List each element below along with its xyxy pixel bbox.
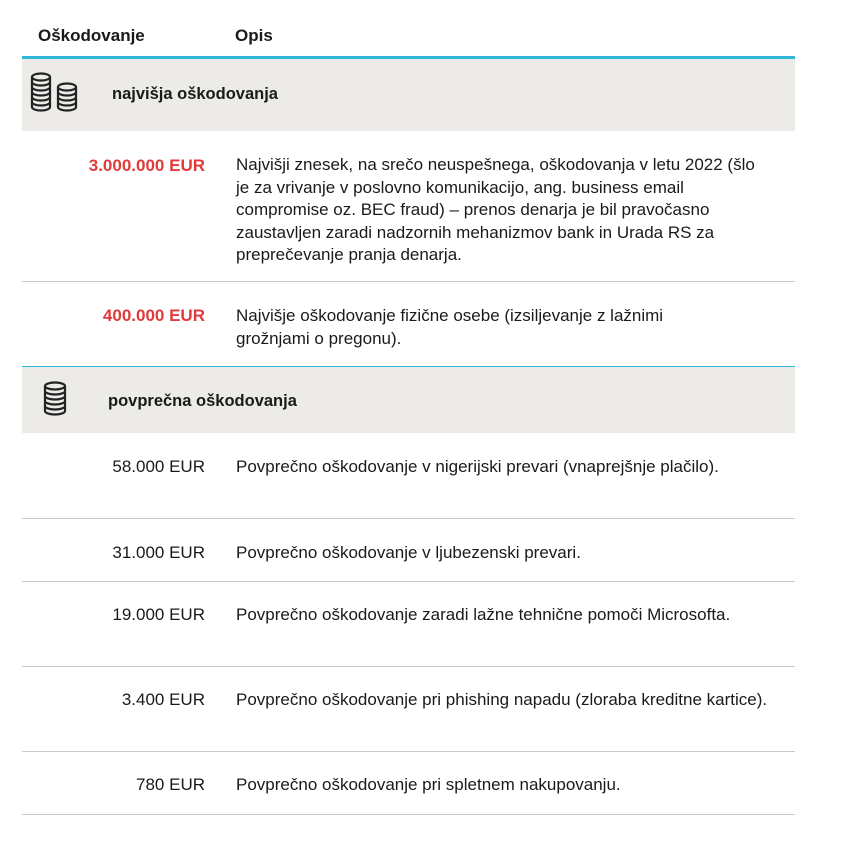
row-description: Povprečno oškodovanje v nigerijski prevari (vnaprejšnje plačilo). (236, 457, 719, 476)
row-description: Najvišji znesek, na srečo neuspešnega, oškodovanja v letu 2022 (šlo je za vrivanje v poslovno komunikacijo, ang. business email compromise oz. BEC fraud) – prenos denarja je bil pravočasno zaustavljen zaradi nadzornih mehanizmov bank in Urada RS za preprečevanje pranja denarja. (236, 155, 755, 264)
table-row (22, 752, 795, 815)
amount-value: 400.000 EUR (102, 306, 205, 325)
table-row (22, 582, 795, 667)
coin-stack-icon (42, 381, 68, 421)
amount-value: 3.000.000 EUR (88, 156, 205, 175)
column-header-damage: Oškodovanje (38, 26, 145, 45)
table-row (22, 282, 795, 367)
table-row (22, 131, 795, 282)
amount-value: 3.400 EUR (121, 690, 205, 709)
coin-stacks-icon (26, 71, 82, 121)
section-title: najvišja oškodovanja (112, 85, 278, 103)
table-header (22, 18, 795, 59)
row-description: Povprečno oškodovanje zaradi lažne tehnične pomoči Microsofta. (236, 605, 731, 624)
row-description: Povprečno oškodovanje pri phishing napadu (zloraba kreditne kartice). (236, 690, 768, 709)
amount-value: 58.000 EUR (112, 457, 205, 476)
section-average (22, 367, 795, 433)
amount-value: 780 EUR (136, 775, 205, 794)
row-description: Povprečno oškodovanje v ljubezenski prevari. (236, 543, 581, 562)
column-header-description: Opis (235, 26, 273, 45)
table-row (22, 519, 795, 582)
row-description: Povprečno oškodovanje pri spletnem nakupovanju. (236, 775, 621, 794)
row-description: Najvišje oškodovanje fizične osebe (izsiljevanje z lažnimi grožnjami o pregonu). (236, 306, 664, 348)
section-title: povprečna oškodovanja (108, 392, 297, 410)
amount-value: 31.000 EUR (112, 543, 205, 562)
damages-table (22, 18, 795, 815)
amount-value: 19.000 EUR (112, 605, 205, 624)
section-highest (22, 59, 795, 131)
table-row (22, 433, 795, 519)
table-row (22, 667, 795, 752)
